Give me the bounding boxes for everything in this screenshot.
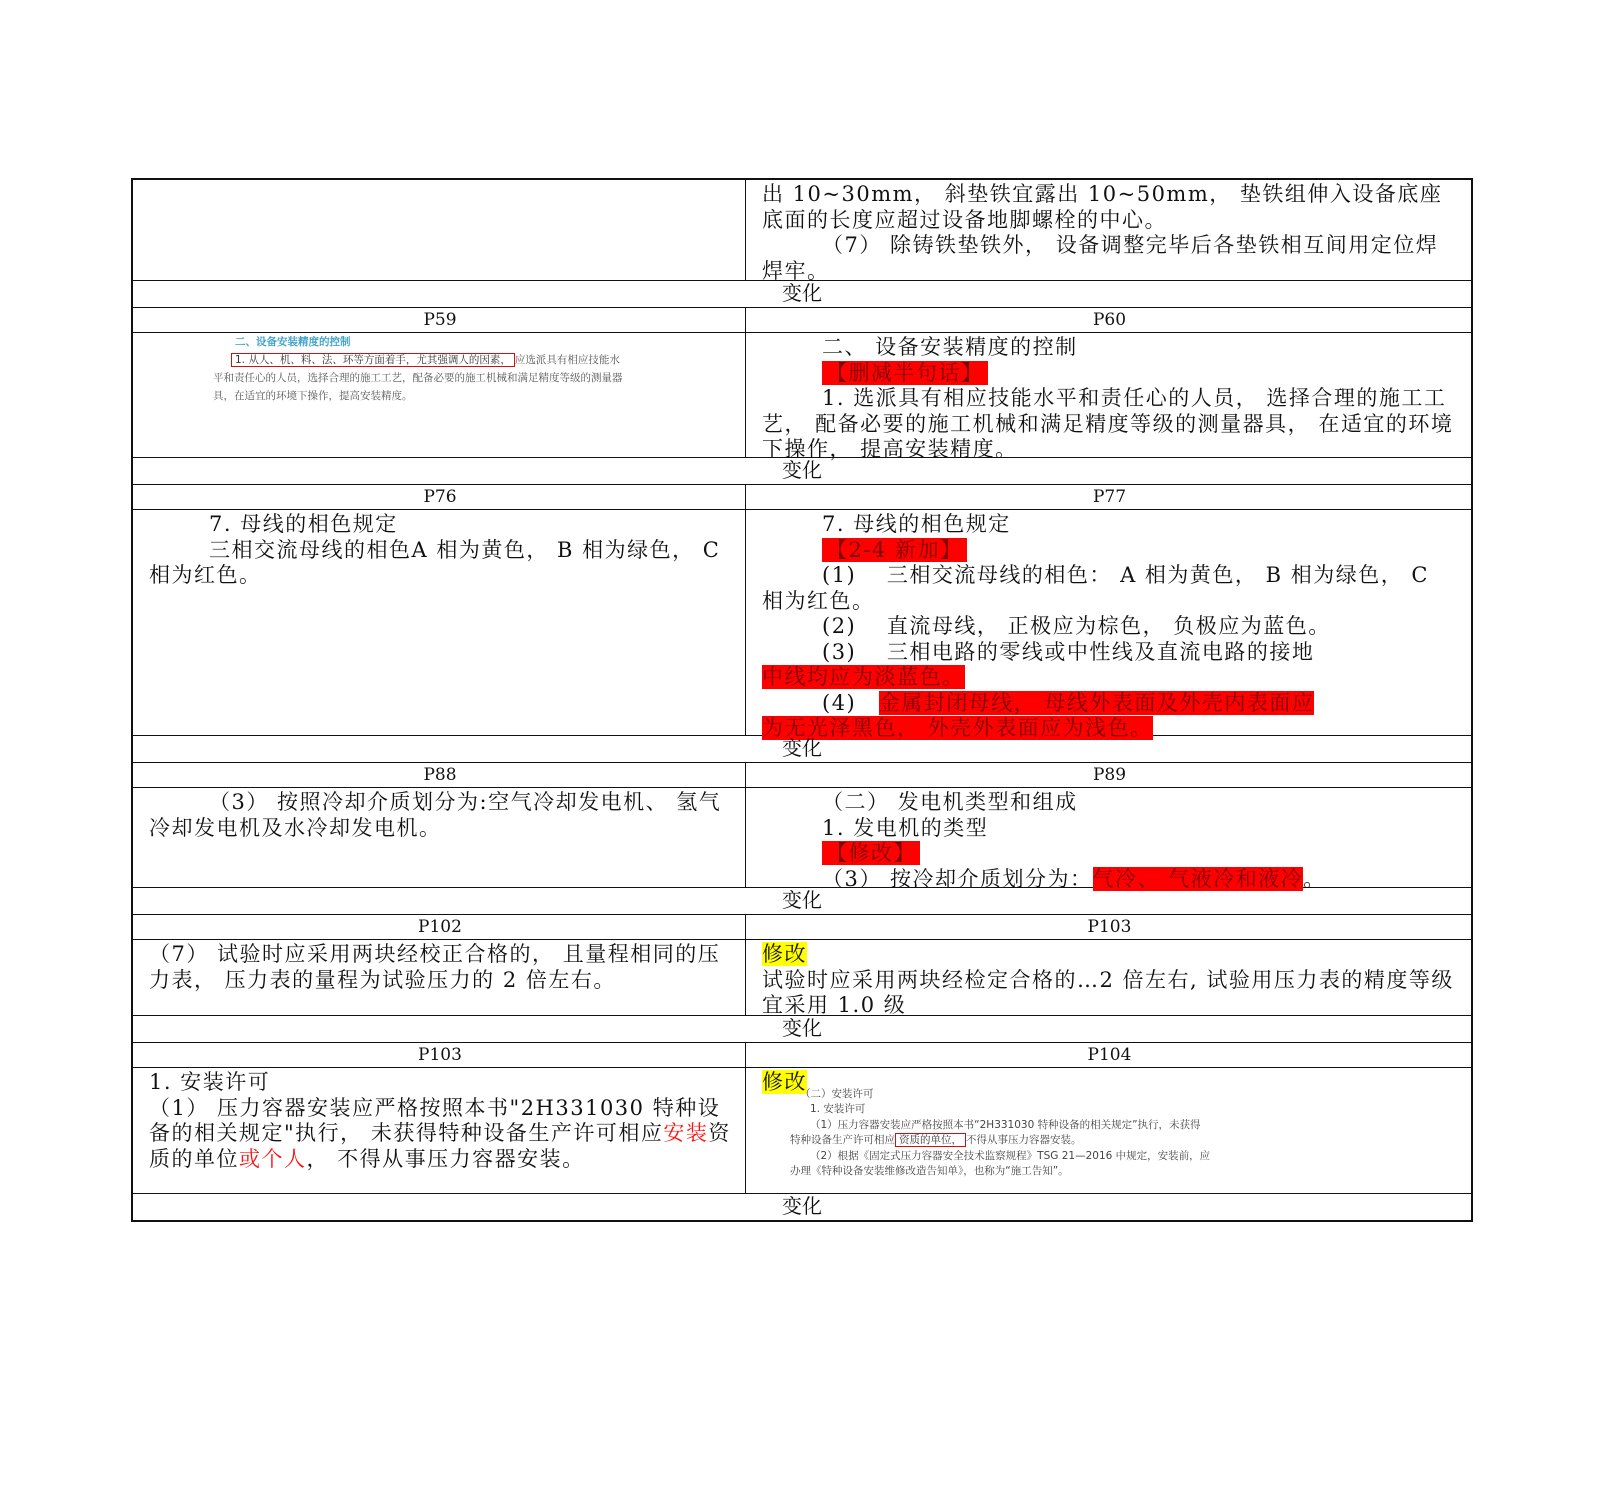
left-cell <box>133 510 746 735</box>
left-cell-empty <box>133 180 746 280</box>
right-cell <box>746 510 1471 740</box>
list-item: (3) 三相电路的零线或中性线及直流电路的接地 <box>822 639 1315 664</box>
page-number-left: P102 <box>133 915 746 939</box>
right-cell <box>746 940 1471 1015</box>
body-text: （3） 按照冷却介质划分为:空气冷却发电机、 氢气冷却发电机及水冷却发电机。 <box>149 790 722 840</box>
red-text: 或个人 <box>239 1146 307 1171</box>
page-header-row <box>133 762 1471 787</box>
highlighted-text: 为无光泽黑色， 外壳外表面应为浅色。 <box>762 716 1153 740</box>
page-header-row <box>133 484 1471 509</box>
body-text: 出 10~30mm， 斜垫铁宜露出 10~50mm， 垫铁组伸入设备底座底面的长度应超过设备地脚螺栓的中心。 <box>762 182 1443 232</box>
excerpt-text: 办理《特种设备安装维修改造告知单》，也称为“施工告知”。 <box>790 1165 1069 1177</box>
left-cell <box>133 940 746 1015</box>
change-label: 变化 <box>782 458 822 482</box>
table-row <box>133 180 1471 283</box>
body-text: （7） 试验时应采用两块经校正合格的， 且量程相同的压力表， 压力表的量程为试验压力的 2 倍左右。 <box>149 942 721 992</box>
excerpt-cut-text: （二）安装许可 <box>800 1087 874 1100</box>
section-heading: 7. 母线的相色规定 <box>209 512 398 536</box>
textbook-excerpt-image <box>213 333 731 405</box>
highlight-box: 资质的单位， <box>895 1133 966 1147</box>
highlighted-text: 气冷、 气液冷和液冷 <box>1092 866 1304 891</box>
excerpt-title: 二、设备安装精度的控制 <box>235 336 351 348</box>
page-header-row <box>133 914 1471 939</box>
list-item: (1) 三相交流母线的相色： A 相为黄色， B 相为绿色， C 相为红色。 <box>762 563 1429 613</box>
excerpt-text: 不得从事压力容器安装。 <box>966 1134 1082 1146</box>
page-number-left: P103 <box>133 1043 746 1067</box>
highlighted-text: 金属封闭母线， 母线外表面及外壳内表面应 <box>878 690 1315 715</box>
body-text: （7） 除铸铁垫铁外， 设备调整完毕后各垫铁相互间用定位焊焊牢。 <box>762 233 1439 283</box>
page-header-row <box>133 1042 1471 1067</box>
page-header-row <box>133 307 1471 332</box>
page-number-right: P60 <box>1092 310 1127 330</box>
page-number-left: P59 <box>133 308 746 332</box>
change-tag: 修改 <box>762 942 807 966</box>
right-cell <box>746 788 1471 891</box>
body-text: 资质的单位 <box>149 1121 731 1171</box>
change-label: 变化 <box>782 1016 822 1040</box>
change-label: 变化 <box>782 1194 822 1218</box>
change-tag: 修改 <box>762 1070 807 1094</box>
left-cell <box>133 788 746 887</box>
body-text: （3） 按冷却介质划分为： <box>822 866 1093 891</box>
change-row <box>133 1193 1471 1220</box>
page-number-right: P104 <box>1087 1045 1132 1065</box>
change-row <box>133 887 1471 914</box>
table-row <box>133 1067 1471 1193</box>
subheading: 1. 安装许可 <box>149 1070 271 1094</box>
body-text: 试验时应采用两块经检定合格的…2 倍左右, 试验用压力表的精度等级宜采用 1.0 级 <box>762 967 1454 1017</box>
excerpt-text: （1）压力容器安装应严格按照本书“2H331030 特种设备的相关规定”执行，未获得 <box>810 1118 1201 1131</box>
change-label: 变化 <box>782 281 822 305</box>
body-text: 三相交流母线的相色A 相为黄色， B 相为绿色， C 相为红色。 <box>149 537 721 587</box>
highlight-box: 1. 从人、机、料、法、环等方面着手，尤其强调人的因素， <box>231 353 515 367</box>
right-cell <box>746 333 1471 461</box>
table-row <box>133 787 1471 891</box>
body-text: （1） 压力容器安装应严格按照本书"2H331030 特种设备的相关规定"执行， 未获得特种设备生产许可相应 <box>149 1095 721 1145</box>
list-number: (4) <box>822 690 879 715</box>
change-row <box>133 457 1471 484</box>
excerpt-text: 1. 安装许可 <box>810 1103 866 1115</box>
page-number-left: P76 <box>133 485 746 509</box>
body-text: 。 <box>1303 866 1326 891</box>
change-row <box>133 735 1471 762</box>
page-number-right: P89 <box>1092 765 1127 785</box>
excerpt-text: 具，在适宜的环境下操作，提高安装精度。 <box>213 390 413 402</box>
change-row <box>133 280 1471 307</box>
table-row <box>133 332 1471 461</box>
page-number-left: P88 <box>133 763 746 787</box>
section-heading: （二） 发电机类型和组成 <box>822 790 1078 814</box>
body-text: 1. 选派具有相应技能水平和责任心的人员， 选择合理的施工工艺， 配备必要的施工机械和满足精度等级的测量器具， 在适宜的环境下操作， 提高安装精度。 <box>762 386 1454 461</box>
table-row <box>133 939 1471 1015</box>
page-number-right: P77 <box>1092 487 1127 507</box>
subheading: 1. 发电机的类型 <box>822 815 989 840</box>
highlighted-text: 中线均应为淡蓝色。 <box>762 665 965 689</box>
section-heading: 7. 母线的相色规定 <box>822 512 1011 536</box>
excerpt-text: 应选派具有相应技能水 <box>514 354 620 366</box>
body-text: ， 不得从事压力容器安装。 <box>306 1146 585 1171</box>
right-cell <box>746 180 1471 283</box>
list-item: (2) 直流母线， 正极应为棕色， 负极应为蓝色。 <box>822 614 1331 638</box>
change-tag: 【2-4 新加】 <box>822 538 967 562</box>
comparison-table <box>131 178 1473 1222</box>
change-label: 变化 <box>782 888 822 912</box>
page-number-right: P103 <box>1087 917 1132 937</box>
excerpt-text: 特种设备生产许可相应 <box>790 1134 895 1146</box>
change-tag: 【删减半句话】 <box>822 361 988 385</box>
change-row <box>133 1015 1471 1042</box>
right-cell <box>746 1068 1471 1193</box>
section-heading: 二、 设备安装精度的控制 <box>822 335 1078 359</box>
excerpt-text: 平和责任心的人员，选择合理的施工工艺，配备必要的施工机械和满足精度等级的测量器 <box>213 372 623 384</box>
table-row <box>133 509 1471 740</box>
excerpt-text: （2）根据《固定式压力容器安全技术监察规程》TSG 21—2016 中规定，安装前，应 <box>810 1149 1211 1162</box>
left-cell <box>133 1068 746 1193</box>
change-label: 变化 <box>782 736 822 760</box>
textbook-excerpt-image <box>762 1087 1457 1175</box>
left-cell <box>133 333 746 457</box>
red-text: 安装 <box>663 1121 709 1145</box>
change-tag: 【修改】 <box>822 841 920 865</box>
